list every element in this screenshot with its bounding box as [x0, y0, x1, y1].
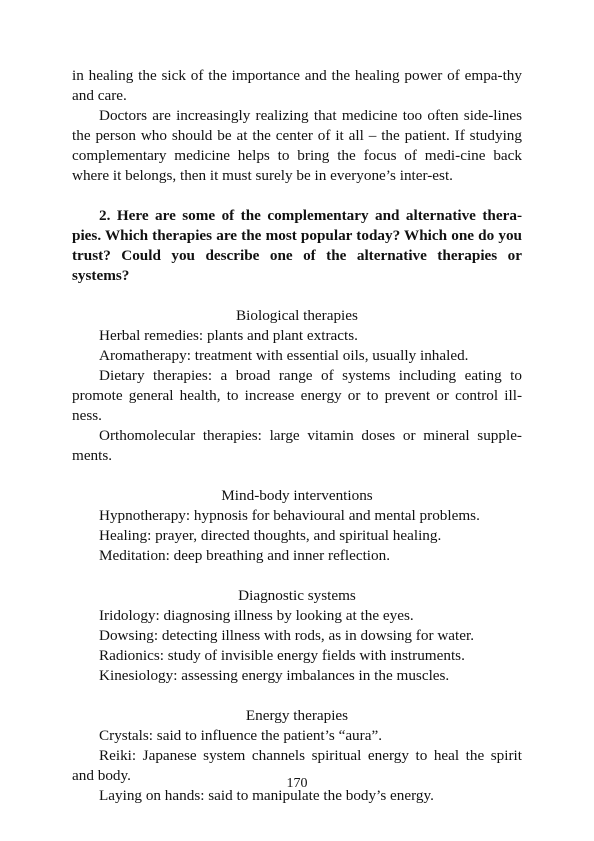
list-item: Meditation: deep breathing and inner reflection.	[99, 547, 390, 564]
list-item: Herbal remedies: plants and plant extracts.	[99, 327, 358, 344]
list-item: Dietary therapies: a broad range of systems including eating to promote general health, to increase energy or to prevent or control ill-ness.	[72, 367, 522, 424]
list-item: Orthomolecular therapies: large vitamin doses or mineral supple-ments.	[72, 427, 522, 464]
list-item: Radionics: study of invisible energy fields with instruments.	[99, 647, 465, 664]
section-biological	[72, 306, 522, 466]
list-item: Crystals: said to influence the patient’s “aura”.	[99, 727, 382, 744]
section-diagnostic	[72, 586, 522, 686]
list-item: Iridology: diagnosing illness by looking at the eyes.	[99, 607, 414, 624]
section-title: Biological therapies	[236, 307, 358, 324]
question-heading: 2. Here are some of the complementary and alternative thera-pies. Which therapies are the most popular today? Which one do you trust? Could you describe one of the alternative therapies or systems?	[72, 207, 522, 284]
section-title: Mind-body interventions	[221, 487, 373, 504]
intro-paragraph-doctors: Doctors are increasingly realizing that medicine too often side-lines the person who should be at the center of it all – the patient. If studying complementary medicine helps to bring the focus of medi-cine back where it belongs, then it must surely be in everyone’s inter-est.	[72, 107, 522, 184]
list-item: Laying on hands: said to manipulate the body’s energy.	[99, 787, 434, 804]
list-item: Kinesiology: assessing energy imbalances in the muscles.	[99, 667, 450, 684]
list-item: Healing: prayer, directed thoughts, and spiritual healing.	[99, 527, 442, 544]
section-title: Energy therapies	[245, 707, 349, 724]
list-item: Dowsing: detecting illness with rods, as in dowsing for water.	[99, 627, 475, 644]
intro-paragraph-continued: in healing the sick of the importance and the healing power of empa-thy and care.	[72, 67, 522, 104]
list-item: Aromatherapy: treatment with essential oils, usually inhaled.	[99, 347, 469, 364]
page-number: 170	[286, 776, 308, 791]
list-item: Hypnotherapy: hypnosis for behavioural and mental problems.	[99, 507, 480, 524]
section-title: Diagnostic systems	[238, 587, 356, 604]
section-mind-body	[72, 486, 522, 566]
list-item: Reiki: Japanese system channels spiritual energy to heal the spirit and body.	[72, 747, 522, 784]
